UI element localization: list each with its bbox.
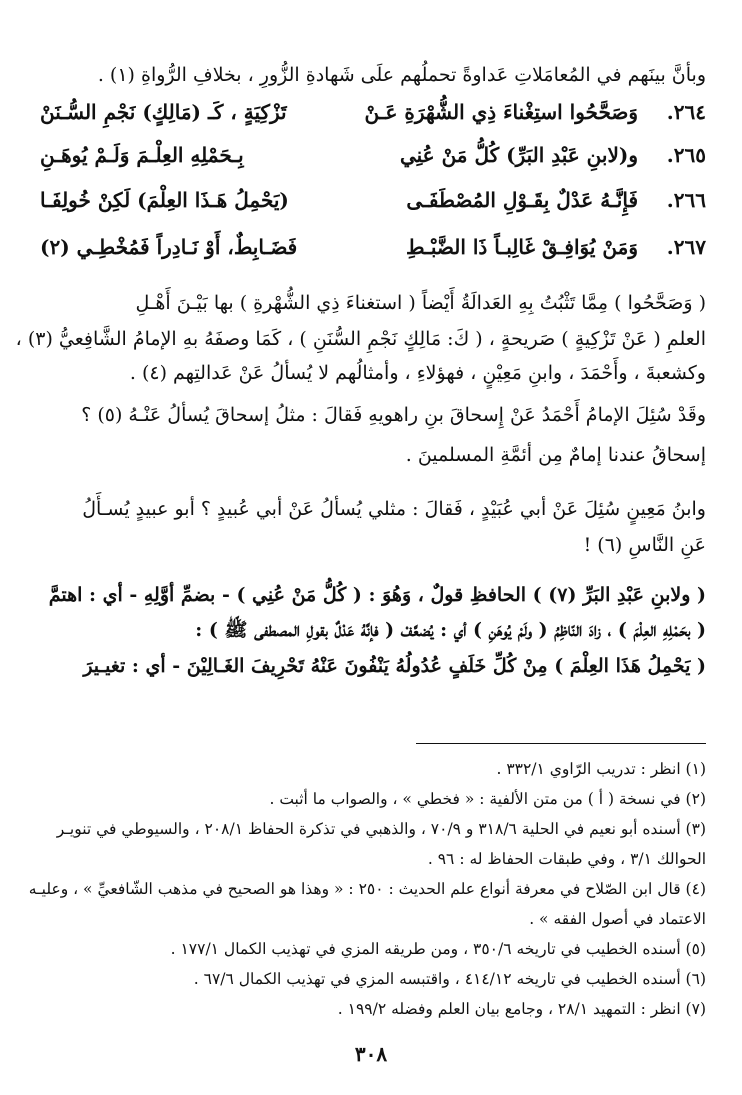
paragraph-line: وكشعبةَ ، وأَحْمَدَ ، وابنِ مَعِيْنٍ ، فهؤلاءِ ، وأمثالُهم لا يُسألُ عَنْ عَدالتِهم (٤) . [129, 362, 706, 384]
footnote: (٧) انظر : التمهيد ٢٨/١ ، وجامع بيان العلم وفضله ١٩٩/٢ . [337, 1000, 706, 1018]
paragraph-line: إسحاقُ عندنا إمامٌ مِن أئمَّةِ المسلمينَ . [405, 444, 706, 466]
intro-line: وبأنَّ بينَهم في المُعامَلاتِ عَداوةً تحملُهم علَى شَهادةِ الزُّورِ ، بخلافِ الرُّواةِ (١) . [97, 64, 706, 86]
paragraph-line: ( يَحْمِلُ هَذَا العِلْمَ ) مِنْ كُلِّ خَلَفٍ عُدُولُهُ يَنْفُونَ عَنْهُ تَحْرِيفَ الغَـالِيْنَ - أي : تغيـيرَ [83, 655, 706, 677]
footnote: (١) انظر : تدريب الرّاوي ٣٣٢/١ . [496, 760, 706, 778]
footnote: (٥) أسنده الخطيب في تاريخه ٣٥٠/٦ ، ومن طريقه المزي في تهذيب الكمال ١٧٧/١ . [170, 940, 706, 958]
verse-267 [40, 235, 706, 269]
verse-first-hemistich: وَمَنْ يُوَافِـقْ غَالِبـاً ذَا الضَّبْـطِ [406, 235, 638, 259]
paragraph-line: ( ولابنِ عَبْدِ البَرِّ (٧) ) الحافظِ قولٌ ، وَهُوَ : ( كُلُّ مَنْ عُنِي ) - بضمِّ أوَّلِهِ - أي : اهتمَّ [48, 584, 706, 606]
footnote: (٢) في نسخة ( أ ) من متن الألفية : « فخطي » ، والصواب ما أثبت . [269, 790, 706, 808]
paragraph-line: العلمِ ( عَنْ تَزْكِيةٍ ) صَريحةٍ ، ( كَ: مَالِكٍ نَجْمِ السُّنَنِ ) ، كَمَا وصفَهُ بهِ الإمامُ الشَّافِعيُّ (٣) ، [15, 328, 706, 350]
verse-second-hemistich: (يَحْمِلُ هَـذَا العِلْمَ) لَكِنْ خُولِفَـا [40, 188, 289, 212]
verse-265 [40, 143, 706, 177]
paragraph-line: وقَدْ سُئِلَ الإمامُ أَحْمَدُ عَنْ إِسحاقَ بنِ راهويهِ فَقالَ : مثلُ إسحاقَ يُسألُ عَنْـهُ (٥) ؟ [81, 404, 706, 426]
paragraph-line: ( وَصَحَّحُوا ) مِمَّا تَثْبُتُ بِهِ العَدالَةُ أَيْضاً ( استغناءَ ذِي الشُّهْرةِ ) بها بَيْـنَ أَهْـلِ [135, 292, 706, 314]
verse-first-hemistich: و(لابنِ عَبْدِ البَرِّ) كُلُّ مَنْ عُنِي [399, 143, 638, 167]
verse-266 [40, 188, 706, 222]
verse-second-hemistich: بِـحَمْلِهِ العِلْـمَ وَلَـمْ يُوهَـنِ [40, 143, 244, 167]
page-number: ٣٠٨ [354, 1042, 388, 1066]
verse-number: ٢٦٥. [666, 143, 706, 167]
verse-264 [40, 100, 706, 134]
footnote-divider [416, 743, 706, 744]
verse-first-hemistich: فَإِنَّـهُ عَدْلٌ بِقَـوْلِ المُصْطَفَـى [406, 188, 638, 212]
verse-number: ٢٦٤. [666, 100, 706, 124]
verse-second-hemistich: فَضَـابِطٌ، أَوْ نَـادِراً فَمُخْطِـي (٢) [40, 235, 298, 259]
footnote: (٦) أسنده الخطيب في تاريخه ٤١٤/١٢ ، واقتبسه المزي في تهذيب الكمال ٦٧/٦ . [193, 970, 706, 988]
footnote: (٤) قال ابن الصّلاح في معرفة أنواع علم الحديث : ٢٥٠ : « وهذا هو الصحيح في مذهب الشّافعيِّ » ، وعليـه [28, 880, 706, 898]
verse-second-hemistich: تَزْكِيَةٍ ، كَـ (مَالِكٍ) نَجْمِ السُّـنَنْ [40, 100, 287, 124]
paragraph-line: عَنِ النَّاسِ (٦) ! [583, 534, 706, 556]
footnote-continuation: الاعتماد في أصول الفقه » . [529, 910, 706, 928]
verse-first-hemistich: وَصَحَّحُوا استِغْناءَ ذِي الشُّهْرَةِ عَـنْ [364, 100, 638, 124]
footnote: (٣) أسنده أبو نعيم في الحلية ٣١٨/٦ و ٧٠/٩ ، والذهبي في تذكرة الحفاظ ٢٠٨/١ ، والسيوطي في تنويـر [56, 820, 706, 838]
footnote-continuation: الحوالك ٣/١ ، وفي طبقات الحفاظ له : ٩٦ . [427, 850, 706, 868]
paragraph-line: وابنُ مَعِينٍ سُئِلَ عَنْ أبي عُبَيْدٍ ، فَقالَ : مثلي يُسألُ عَنْ أبي عُبيدٍ ؟ أبو عبيدٍ يُسـأَلُ [82, 498, 706, 520]
verse-number: ٢٦٧. [666, 235, 706, 259]
paragraph-line: ( بحَمْلِهِ العِلْمَ ) ، زادَ النّاظِمُ ( ولَمْ يُوهَنِ ) أي : يُضعَّفْ ( فإنَّهُ عَدْلٌ بقولِ المصطفى ﷺ ) : [195, 619, 706, 641]
verse-number: ٢٦٦. [666, 188, 706, 212]
